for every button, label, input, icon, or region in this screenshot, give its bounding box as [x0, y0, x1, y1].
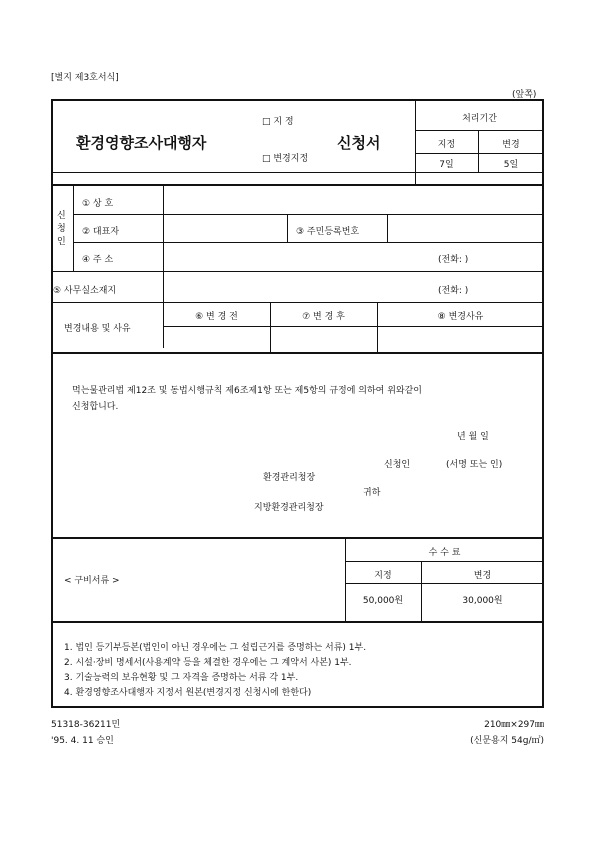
- office-location-field[interactable]: [164, 272, 434, 301]
- form-number-label: [별지 제3호서식]: [51, 73, 119, 83]
- page-side-label: (앞쪽): [512, 90, 537, 100]
- change-reason-header: ⑧ 변경사유: [437, 312, 484, 322]
- processing-change-days: 5일: [503, 160, 519, 170]
- processing-period-header: 처리기간: [462, 114, 497, 124]
- resident-number-label: ③ 주민등록번호: [296, 227, 360, 237]
- trade-name-label: ① 상 호: [82, 199, 114, 209]
- fee-designate-header: 지정: [374, 571, 392, 581]
- doc-item-3: 3. 기술능력의 보유현황 및 그 자격을 증명하는 서류 각 1부.: [64, 673, 299, 683]
- footer-form-code: 51318-36211민: [51, 720, 121, 730]
- option-change-checkbox[interactable]: □ 변경지정: [262, 154, 309, 164]
- addressee-2: 지방환경관리청장: [254, 503, 324, 513]
- option-designate-checkbox[interactable]: □ 지 정: [262, 117, 294, 127]
- address-field[interactable]: [164, 243, 434, 270]
- doc-item-4: 4. 환경영향조사대행자 지정서 원본(변경지정 신청시에 한한다): [64, 688, 312, 698]
- date-line: 년 월 일: [457, 432, 489, 442]
- fee-change-header: 변경: [473, 571, 492, 581]
- change-before-field[interactable]: [164, 327, 269, 351]
- applicant-sign-label: 신청인: [384, 460, 411, 470]
- signature-field[interactable]: (서명 또는 인): [446, 460, 503, 470]
- change-before-header: ⑥ 변 경 전: [195, 312, 238, 322]
- footer-paper-spec: (신문용지 54g/㎡): [470, 736, 544, 746]
- address-phone: (전화: ): [438, 255, 469, 265]
- processing-designate-header: 지정: [437, 140, 456, 150]
- change-label: 변경내용 및 사유: [64, 324, 131, 334]
- processing-designate-days: 7일: [439, 160, 454, 170]
- fee-change-amount: 30,000원: [462, 596, 503, 606]
- form-title: 환경영향조사대행자: [76, 134, 207, 152]
- office-location-label: ⑤ 사무실소재지: [53, 286, 117, 296]
- representative-label: ② 대표자: [82, 227, 120, 237]
- applicant-side-label: 신 청 인: [57, 211, 66, 247]
- processing-change-header: 변경: [502, 140, 520, 150]
- required-docs-label: < 구비서류 >: [64, 576, 120, 586]
- representative-field[interactable]: [164, 215, 286, 241]
- resident-number-field[interactable]: [388, 215, 543, 241]
- change-reason-field[interactable]: [378, 327, 543, 351]
- fee-header: 수 수 료: [428, 548, 461, 558]
- form-title-suffix: 신청서: [337, 134, 381, 152]
- doc-item-1: 1. 법인 등기부등본(법인이 아닌 경우에는 그 설립근거를 증명하는 서류) 1부.: [64, 643, 367, 653]
- statement-line-2: 신청합니다.: [72, 402, 119, 412]
- change-after-field[interactable]: [271, 327, 376, 351]
- addressee-1: 환경관리청장: [263, 473, 316, 483]
- statement-line-1: 먹는물관리법 제12조 및 동법시행규칙 제6조제1항 또는 제5항의 규정에 의하여 위와같이: [72, 386, 422, 396]
- fee-designate-amount: 50,000원: [362, 596, 404, 606]
- office-phone: (전화: ): [438, 286, 469, 296]
- honorific: 귀하: [363, 488, 381, 498]
- footer-approval: '95. 4. 11 승인: [51, 736, 114, 746]
- trade-name-field[interactable]: [164, 186, 543, 213]
- address-label: ④ 주 소: [82, 255, 114, 265]
- change-after-header: ⑦ 변 경 후: [302, 312, 345, 322]
- footer-paper-size: 210㎜×297㎜: [484, 720, 544, 730]
- doc-item-2: 2. 시설·장비 명세서(사용계약 등을 체결한 경우에는 그 계약서 사본) 1부.: [64, 658, 352, 668]
